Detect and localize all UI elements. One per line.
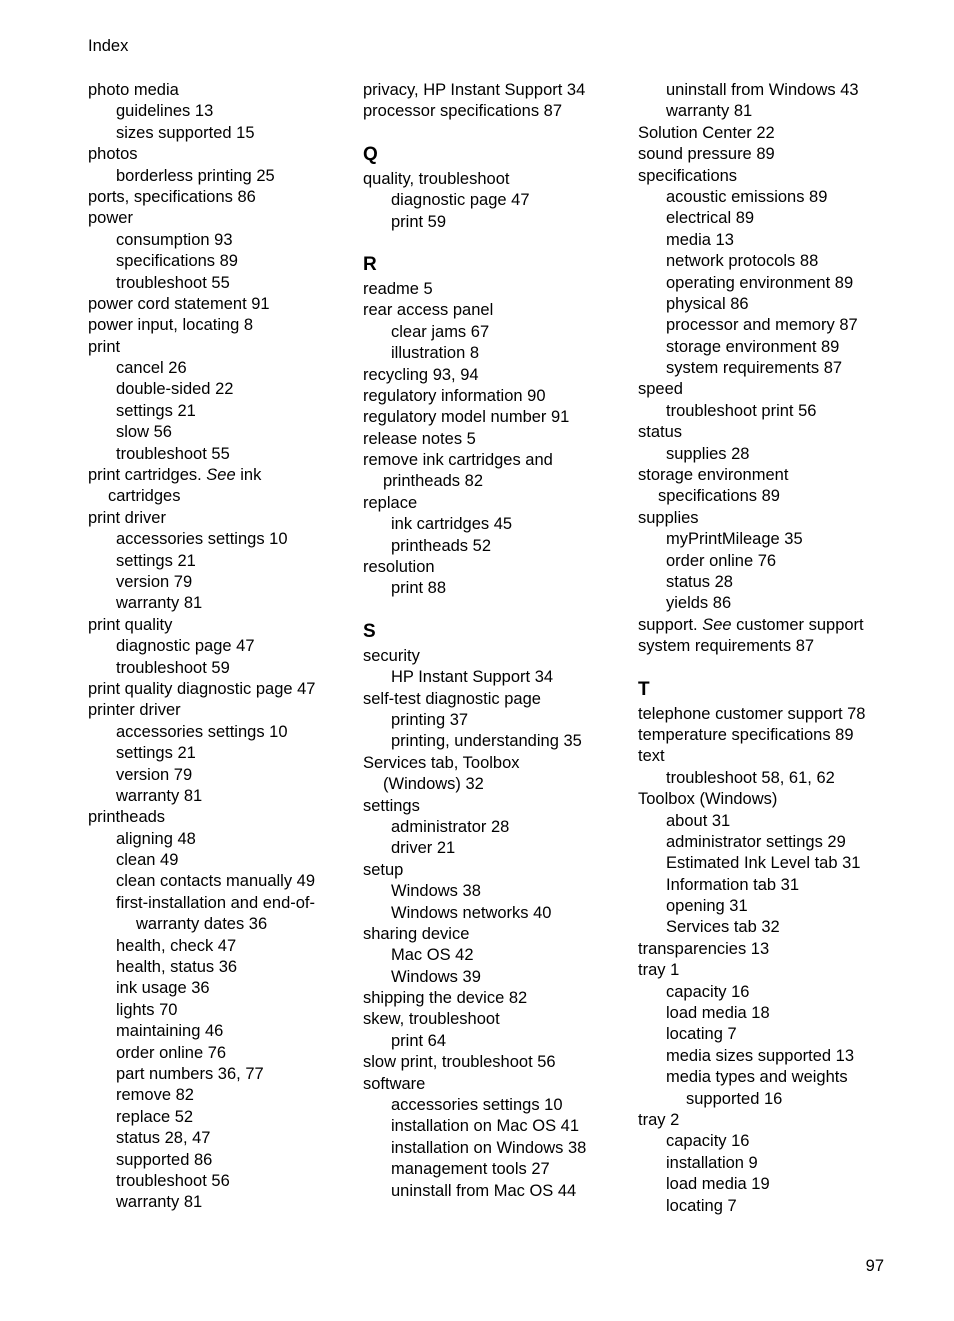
index-entry: supplies bbox=[638, 508, 699, 527]
index-subentry: accessories settings 10 bbox=[116, 530, 288, 549]
index-entry: software bbox=[363, 1074, 426, 1093]
index-column-3 bbox=[638, 80, 900, 1217]
index-entry: processor specifications 87 bbox=[363, 102, 563, 121]
index-subentry: Windows 39 bbox=[391, 967, 481, 986]
section-letter: Q bbox=[363, 143, 378, 165]
index-subentry: clean contacts manually 49 bbox=[116, 872, 316, 891]
index-subentry: load media 18 bbox=[666, 1004, 770, 1023]
index-subentry: remove 82 bbox=[116, 1086, 194, 1105]
index-entry: system requirements 87 bbox=[638, 637, 815, 656]
index-subentry: Information tab 31 bbox=[666, 875, 799, 894]
index-subentry: health, check 47 bbox=[116, 936, 237, 955]
section-letter: T bbox=[638, 678, 650, 700]
index-subentry: about 31 bbox=[666, 811, 731, 830]
index-subentry: settings 21 bbox=[116, 401, 196, 420]
index-subentry: clean 49 bbox=[116, 851, 179, 870]
index-subentry: opening 31 bbox=[666, 897, 748, 916]
index-entry: sharing device bbox=[363, 924, 470, 943]
index-subentry: supported 86 bbox=[116, 1150, 213, 1169]
index-entry: print quality bbox=[88, 615, 173, 634]
index-entry: printer driver bbox=[88, 701, 181, 720]
index-subentry: acoustic emissions 89 bbox=[666, 187, 828, 206]
index-subentry: guidelines 13 bbox=[116, 102, 214, 121]
index-subentry: yields 86 bbox=[666, 594, 732, 613]
index-subentry: sizes supported 15 bbox=[116, 123, 255, 142]
index-entry: release notes 5 bbox=[363, 429, 476, 448]
index-entry: security bbox=[363, 646, 420, 665]
entry-text: support. bbox=[638, 615, 703, 634]
index-subentry: accessories settings 10 bbox=[391, 1096, 563, 1115]
index-subentry: system requirements 87 bbox=[666, 359, 843, 378]
index-entry: Toolbox (Windows) bbox=[638, 790, 778, 809]
index-column-2 bbox=[363, 80, 625, 1202]
index-subentry: load media 19 bbox=[666, 1175, 770, 1194]
index-subentry: capacity 16 bbox=[666, 982, 750, 1001]
index-entry: print bbox=[88, 337, 121, 356]
index-subentry: clear jams 67 bbox=[391, 322, 490, 341]
index-entry: power bbox=[88, 209, 133, 228]
index-subentry: specifications 89 bbox=[116, 252, 238, 271]
index-subentry: driver 21 bbox=[391, 839, 456, 858]
index-entry-continuation: specifications 89 bbox=[658, 487, 780, 506]
index-subentry: myPrintMileage 35 bbox=[666, 530, 803, 549]
index-subentry: supplies 28 bbox=[666, 444, 750, 463]
index-entry: text bbox=[638, 747, 665, 766]
index-subentry: Windows 38 bbox=[391, 882, 481, 901]
section-letter: R bbox=[363, 253, 377, 275]
index-subentry: warranty 81 bbox=[116, 594, 203, 613]
index-subentry: maintaining 46 bbox=[116, 1022, 224, 1041]
index-entry: transparencies 13 bbox=[638, 939, 770, 958]
index-entry: tray 2 bbox=[638, 1110, 680, 1129]
index-subentry: HP Instant Support 34 bbox=[391, 668, 554, 687]
entry-text-after: customer support bbox=[731, 615, 864, 634]
index-entry: printheads bbox=[88, 808, 166, 827]
index-subentry: print 88 bbox=[391, 579, 447, 598]
index-subentry: installation on Mac OS 41 bbox=[391, 1117, 580, 1136]
index-subentry: settings 21 bbox=[116, 551, 196, 570]
index-entry: replace bbox=[363, 493, 418, 512]
index-subentry: installation 9 bbox=[666, 1153, 758, 1172]
index-entry: settings bbox=[363, 796, 420, 815]
index-subentry: print 59 bbox=[391, 212, 447, 231]
index-subentry: troubleshoot 59 bbox=[116, 658, 230, 677]
index-subentry: slow 56 bbox=[116, 423, 172, 442]
index-entry: photo media bbox=[88, 81, 179, 99]
index-entry: speed bbox=[638, 380, 683, 399]
entry-text: print cartridges. bbox=[88, 466, 207, 485]
index-entry: Solution Center 22 bbox=[638, 123, 775, 142]
index-subentry: printing, understanding 35 bbox=[391, 732, 582, 751]
index-column-1 bbox=[88, 80, 350, 1214]
index-subentry: installation on Windows 38 bbox=[391, 1138, 587, 1157]
index-subentry: warranty 81 bbox=[116, 1193, 203, 1212]
index-subentry: diagnostic page 47 bbox=[391, 191, 530, 210]
index-entry: skew, troubleshoot bbox=[363, 1010, 500, 1029]
index-entry: telephone customer support 78 bbox=[638, 704, 866, 723]
index-entry: Services tab, Toolbox bbox=[363, 753, 520, 772]
index-entry: status bbox=[638, 423, 683, 442]
index-subentry: part numbers 36, 77 bbox=[116, 1064, 264, 1083]
index-subentry: Mac OS 42 bbox=[391, 946, 474, 965]
index-entry: resolution bbox=[363, 558, 435, 577]
index-subentry: troubleshoot 58, 61, 62 bbox=[666, 768, 835, 787]
index-entry: slow print, troubleshoot 56 bbox=[363, 1053, 556, 1072]
index-subentry: printheads 52 bbox=[391, 536, 491, 555]
index-subentry: consumption 93 bbox=[116, 230, 233, 249]
index-subentry: version 79 bbox=[116, 765, 193, 784]
index-entry: print quality diagnostic page 47 bbox=[88, 679, 316, 698]
page-number: 97 bbox=[865, 1257, 884, 1275]
index-entry bbox=[638, 615, 900, 636]
index-subentry: uninstall from Mac OS 44 bbox=[391, 1181, 577, 1200]
see-reference: See bbox=[206, 466, 236, 485]
index-subentry: settings 21 bbox=[116, 744, 196, 763]
index-subentry: illustration 8 bbox=[391, 344, 480, 363]
index-entry: rear access panel bbox=[363, 301, 494, 320]
index-subentry: uninstall from Windows 43 bbox=[666, 81, 859, 99]
index-subentry: borderless printing 25 bbox=[116, 166, 275, 185]
index-entry: regulatory information 90 bbox=[363, 386, 546, 405]
index-subentry: locating 7 bbox=[666, 1025, 737, 1044]
index-entry-continuation: cartridges bbox=[108, 487, 181, 506]
index-subentry: warranty 81 bbox=[666, 102, 753, 121]
index-entry bbox=[88, 465, 350, 486]
index-subentry: administrator settings 29 bbox=[666, 832, 846, 851]
index-subentry: order online 76 bbox=[116, 1043, 227, 1062]
index-subentry: status 28 bbox=[666, 572, 733, 591]
index-subentry: media 13 bbox=[666, 230, 734, 249]
index-entry-continuation: (Windows) 32 bbox=[383, 775, 484, 794]
index-entry-continuation: warranty dates 36 bbox=[136, 915, 268, 934]
index-subentry: Estimated Ink Level tab 31 bbox=[666, 854, 861, 873]
index-entry: quality, troubleshoot bbox=[363, 169, 510, 188]
index-entry: photos bbox=[88, 145, 138, 164]
index-subentry: ink cartridges 45 bbox=[391, 515, 513, 534]
index-subentry: media types and weights bbox=[666, 1068, 848, 1087]
index-subentry: administrator 28 bbox=[391, 817, 510, 836]
index-subentry: health, status 36 bbox=[116, 958, 238, 977]
index-entry: storage environment bbox=[638, 466, 789, 485]
index-subentry: management tools 27 bbox=[391, 1160, 550, 1179]
index-entry: power input, locating 8 bbox=[88, 316, 254, 335]
index-subentry: Services tab 32 bbox=[666, 918, 780, 937]
index-entry-continuation: supported 16 bbox=[686, 1089, 783, 1108]
index-entry: recycling 93, 94 bbox=[363, 365, 479, 384]
index-subentry: status 28, 47 bbox=[116, 1129, 211, 1148]
index-subentry: ink usage 36 bbox=[116, 979, 210, 998]
index-subentry: printing 37 bbox=[391, 710, 469, 729]
index-subentry: Windows networks 40 bbox=[391, 903, 552, 922]
section-letter: S bbox=[363, 620, 376, 642]
index-subentry: aligning 48 bbox=[116, 829, 196, 848]
index-entry: privacy, HP Instant Support 34 bbox=[363, 81, 586, 99]
index-entry: power cord statement 91 bbox=[88, 294, 270, 313]
index-subentry: diagnostic page 47 bbox=[116, 637, 255, 656]
index-subentry: storage environment 89 bbox=[666, 337, 840, 356]
index-entry: readme 5 bbox=[363, 279, 433, 298]
index-subentry: troubleshoot print 56 bbox=[666, 401, 817, 420]
index-subentry: cancel 26 bbox=[116, 359, 187, 378]
index-subentry: accessories settings 10 bbox=[116, 722, 288, 741]
index-entry: print driver bbox=[88, 508, 166, 527]
index-subentry: warranty 81 bbox=[116, 786, 203, 805]
index-subentry: version 79 bbox=[116, 572, 193, 591]
index-subentry: troubleshoot 56 bbox=[116, 1171, 230, 1190]
index-entry: shipping the device 82 bbox=[363, 989, 528, 1008]
index-entry: self-test diagnostic page bbox=[363, 689, 541, 708]
index-entry: sound pressure 89 bbox=[638, 145, 775, 164]
index-subentry: troubleshoot 55 bbox=[116, 444, 230, 463]
index-subentry: print 64 bbox=[391, 1031, 447, 1050]
index-subentry: electrical 89 bbox=[666, 209, 755, 228]
index-entry: tray 1 bbox=[638, 961, 680, 980]
index-subentry: lights 70 bbox=[116, 1000, 178, 1019]
see-reference: See bbox=[702, 615, 732, 634]
index-subentry: processor and memory 87 bbox=[666, 316, 858, 335]
index-entry: temperature specifications 89 bbox=[638, 725, 854, 744]
index-subentry: troubleshoot 55 bbox=[116, 273, 230, 292]
index-subentry: first-installation and end-of- bbox=[116, 893, 316, 912]
entry-text-after: ink bbox=[235, 466, 262, 485]
index-subentry: replace 52 bbox=[116, 1107, 194, 1126]
index-entry: regulatory model number 91 bbox=[363, 408, 570, 427]
index-subentry: media sizes supported 13 bbox=[666, 1046, 855, 1065]
index-entry: ports, specifications 86 bbox=[88, 187, 256, 206]
index-subentry: locating 7 bbox=[666, 1196, 737, 1215]
index-entry: setup bbox=[363, 860, 404, 879]
index-subentry: operating environment 89 bbox=[666, 273, 854, 292]
index-entry: remove ink cartridges and bbox=[363, 451, 553, 470]
index-entry-continuation: printheads 82 bbox=[383, 472, 483, 491]
index-subentry: order online 76 bbox=[666, 551, 777, 570]
index-subentry: physical 86 bbox=[666, 294, 749, 313]
index-subentry: capacity 16 bbox=[666, 1132, 750, 1151]
index-subentry: double-sided 22 bbox=[116, 380, 234, 399]
page-header: Index bbox=[88, 37, 129, 55]
index-entry: specifications bbox=[638, 166, 738, 185]
index-subentry: network protocols 88 bbox=[666, 252, 819, 271]
